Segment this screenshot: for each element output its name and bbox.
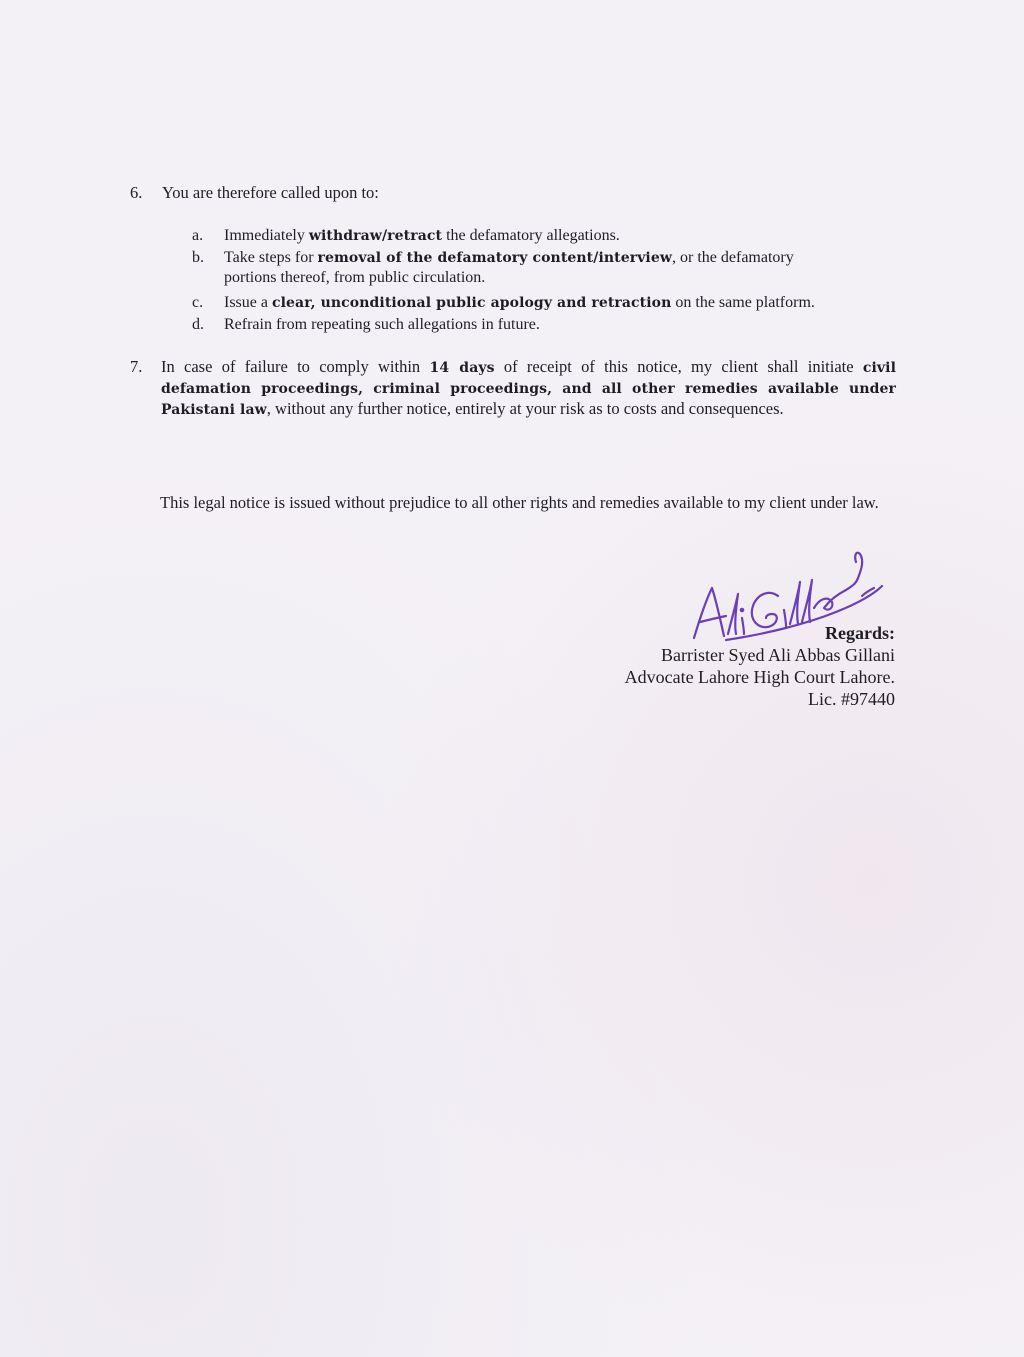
- item-7-part-5: , without any further notice, entirely at your risk as to costs and consequences.: [266, 399, 784, 418]
- subitem-c-part-3: on the same platform.: [671, 294, 815, 311]
- license-number: Lic. #97440: [808, 689, 895, 709]
- subitem-c-part-1: Issue a: [224, 294, 272, 311]
- subitem-a-part-1: Immediately: [224, 227, 309, 244]
- item-7-part-1: In case of failure to comply within: [161, 357, 430, 376]
- item-7-part-4: civil defamation proceedings, criminal proceedings, and all other remedies available under Pakistani law: [161, 360, 897, 418]
- subitem-d-letter: d.: [192, 316, 204, 333]
- signature-block: [625, 622, 895, 710]
- item-7-text: [161, 357, 896, 420]
- subitem-c-part-2: clear, unconditional public apology and retraction: [271, 295, 672, 311]
- item-7-number: 7.: [130, 357, 143, 376]
- regards-label: Regards:: [825, 623, 895, 643]
- item-7-part-2: 14 days: [429, 360, 495, 376]
- subitem-b-letter: b.: [192, 249, 204, 266]
- signatory-title: Advocate Lahore High Court Lahore.: [624, 667, 895, 687]
- closing-paragraph: This legal notice is issued without prejudice to all other rights and remedies available to my client under law.: [160, 493, 879, 512]
- subitem-b-part-1: Take steps for: [224, 249, 318, 266]
- item-7-part-3: of receipt of this notice, my client shall initiate: [494, 357, 863, 376]
- subitem-a-part-2: withdraw/retract: [308, 228, 443, 244]
- subitem-d-part-1: Refrain from repeating such allegations in future.: [224, 316, 540, 333]
- subitem-b-part-2: removal of the defamatory content/interview: [317, 250, 673, 266]
- subitem-a-part-3: the defamatory allegations.: [442, 227, 620, 244]
- subitem-d-text: [224, 315, 844, 334]
- subitem-c-text: [224, 293, 864, 313]
- subitem-b-part-3: , or the defamatory portions thereof, from public circulation.: [224, 249, 794, 286]
- item-6-number: 6.: [130, 183, 143, 202]
- item-6-text: You are therefore called upon to:: [162, 183, 379, 202]
- subitem-a-letter: a.: [192, 227, 204, 244]
- subitem-a-text: [224, 226, 844, 246]
- subitem-b-text: [224, 248, 839, 287]
- signatory-name: Barrister Syed Ali Abbas Gillani: [661, 645, 895, 665]
- subitem-c-letter: c.: [192, 294, 204, 311]
